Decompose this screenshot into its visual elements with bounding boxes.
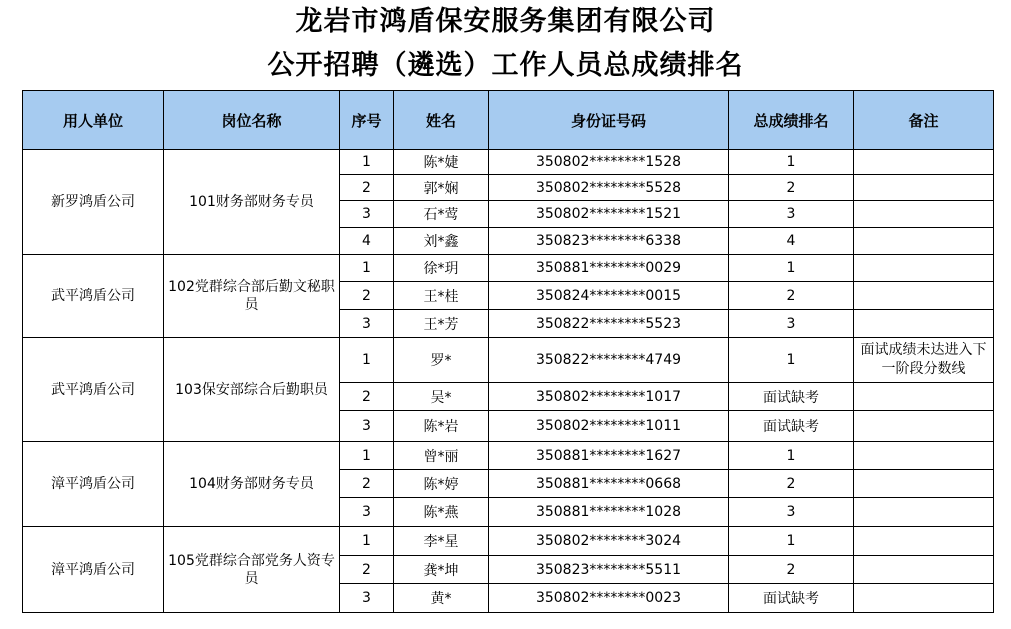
cell-rank: 3 xyxy=(729,310,854,338)
cell-unit: 漳平鸿盾公司 xyxy=(23,527,164,613)
table-row xyxy=(23,150,994,175)
cell-rank: 面试缺考 xyxy=(729,383,854,411)
cell-seq: 1 xyxy=(340,255,394,282)
cell-id: 350802********1528 xyxy=(489,150,729,175)
cell-name: 刘*鑫 xyxy=(394,228,489,255)
header-unit: 用人单位 xyxy=(23,91,164,150)
page-title-line1: 龙岩市鸿盾保安服务集团有限公司 xyxy=(295,6,716,37)
header-rank: 总成绩排名 xyxy=(729,91,854,150)
cell-name: 陈*婕 xyxy=(394,150,489,175)
cell-id: 350822********4749 xyxy=(489,338,729,383)
table-body xyxy=(23,150,994,613)
cell-rank: 1 xyxy=(729,338,854,383)
cell-position: 101财务部财务专员 xyxy=(164,150,340,255)
cell-name: 龚*坤 xyxy=(394,556,489,584)
cell-seq: 1 xyxy=(340,150,394,175)
cell-note xyxy=(854,584,994,613)
cell-seq: 3 xyxy=(340,201,394,228)
cell-name: 曾*丽 xyxy=(394,442,489,470)
cell-seq: 2 xyxy=(340,470,394,498)
cell-seq: 2 xyxy=(340,175,394,201)
cell-seq: 3 xyxy=(340,584,394,613)
cell-rank: 2 xyxy=(729,175,854,201)
cell-id: 350802********3024 xyxy=(489,527,729,556)
cell-name: 王*桂 xyxy=(394,282,489,310)
cell-position: 103保安部综合后勤职员 xyxy=(164,338,340,442)
cell-id: 350802********1017 xyxy=(489,383,729,411)
cell-name: 陈*婷 xyxy=(394,470,489,498)
cell-rank: 4 xyxy=(729,228,854,255)
cell-note xyxy=(854,411,994,442)
cell-seq: 4 xyxy=(340,228,394,255)
header-row xyxy=(23,91,994,150)
header-note: 备注 xyxy=(854,91,994,150)
cell-rank: 1 xyxy=(729,255,854,282)
cell-note xyxy=(854,556,994,584)
cell-seq: 3 xyxy=(340,498,394,527)
cell-id: 350881********1028 xyxy=(489,498,729,527)
cell-unit: 武平鸿盾公司 xyxy=(23,338,164,442)
cell-note xyxy=(854,255,994,282)
cell-seq: 3 xyxy=(340,310,394,338)
cell-rank: 3 xyxy=(729,498,854,527)
cell-name: 吴* xyxy=(394,383,489,411)
cell-name: 罗* xyxy=(394,338,489,383)
cell-rank: 2 xyxy=(729,282,854,310)
cell-note xyxy=(854,470,994,498)
cell-id: 350802********5528 xyxy=(489,175,729,201)
cell-name: 陈*燕 xyxy=(394,498,489,527)
cell-rank: 2 xyxy=(729,470,854,498)
cell-id: 350802********1011 xyxy=(489,411,729,442)
cell-note xyxy=(854,383,994,411)
header-id: 身份证号码 xyxy=(489,91,729,150)
cell-note xyxy=(854,310,994,338)
cell-id: 350802********0023 xyxy=(489,584,729,613)
cell-name: 徐*玥 xyxy=(394,255,489,282)
cell-name: 郭*娴 xyxy=(394,175,489,201)
cell-id: 350823********6338 xyxy=(489,228,729,255)
cell-rank: 1 xyxy=(729,527,854,556)
cell-id: 350802********1521 xyxy=(489,201,729,228)
cell-note xyxy=(854,201,994,228)
cell-rank: 面试缺考 xyxy=(729,584,854,613)
table-row xyxy=(23,338,994,383)
header-seq: 序号 xyxy=(340,91,394,150)
cell-position: 105党群综合部党务人资专员 xyxy=(164,527,340,613)
cell-seq: 1 xyxy=(340,527,394,556)
cell-note xyxy=(854,498,994,527)
cell-name: 石*莺 xyxy=(394,201,489,228)
cell-rank: 1 xyxy=(729,150,854,175)
cell-id: 350881********1627 xyxy=(489,442,729,470)
page-title-line2: 公开招聘（遴选）工作人员总成绩排名 xyxy=(267,50,744,81)
cell-name: 王*芳 xyxy=(394,310,489,338)
cell-id: 350881********0029 xyxy=(489,255,729,282)
cell-position: 104财务部财务专员 xyxy=(164,442,340,527)
cell-id: 350823********5511 xyxy=(489,556,729,584)
cell-unit: 武平鸿盾公司 xyxy=(23,255,164,338)
cell-rank: 面试缺考 xyxy=(729,411,854,442)
cell-seq: 1 xyxy=(340,442,394,470)
cell-id: 350881********0668 xyxy=(489,470,729,498)
cell-rank: 3 xyxy=(729,201,854,228)
cell-seq: 1 xyxy=(340,338,394,383)
cell-note xyxy=(854,150,994,175)
cell-id: 350822********5523 xyxy=(489,310,729,338)
cell-note xyxy=(854,442,994,470)
cell-unit: 新罗鸿盾公司 xyxy=(23,150,164,255)
ranking-table xyxy=(22,90,994,613)
cell-seq: 2 xyxy=(340,383,394,411)
table-row xyxy=(23,442,994,470)
cell-note: 面试成绩未达进入下一阶段分数线 xyxy=(854,338,994,383)
cell-name: 黄* xyxy=(394,584,489,613)
cell-id: 350824********0015 xyxy=(489,282,729,310)
cell-note xyxy=(854,282,994,310)
cell-name: 李*星 xyxy=(394,527,489,556)
cell-seq: 2 xyxy=(340,556,394,584)
cell-seq: 3 xyxy=(340,411,394,442)
cell-seq: 2 xyxy=(340,282,394,310)
cell-note xyxy=(854,175,994,201)
cell-note xyxy=(854,228,994,255)
cell-unit: 漳平鸿盾公司 xyxy=(23,442,164,527)
table-row xyxy=(23,527,994,556)
cell-rank: 2 xyxy=(729,556,854,584)
cell-note xyxy=(854,527,994,556)
header-name: 姓名 xyxy=(394,91,489,150)
table-row xyxy=(23,255,994,282)
cell-rank: 1 xyxy=(729,442,854,470)
cell-position: 102党群综合部后勤文秘职员 xyxy=(164,255,340,338)
header-position: 岗位名称 xyxy=(164,91,340,150)
cell-name: 陈*岩 xyxy=(394,411,489,442)
